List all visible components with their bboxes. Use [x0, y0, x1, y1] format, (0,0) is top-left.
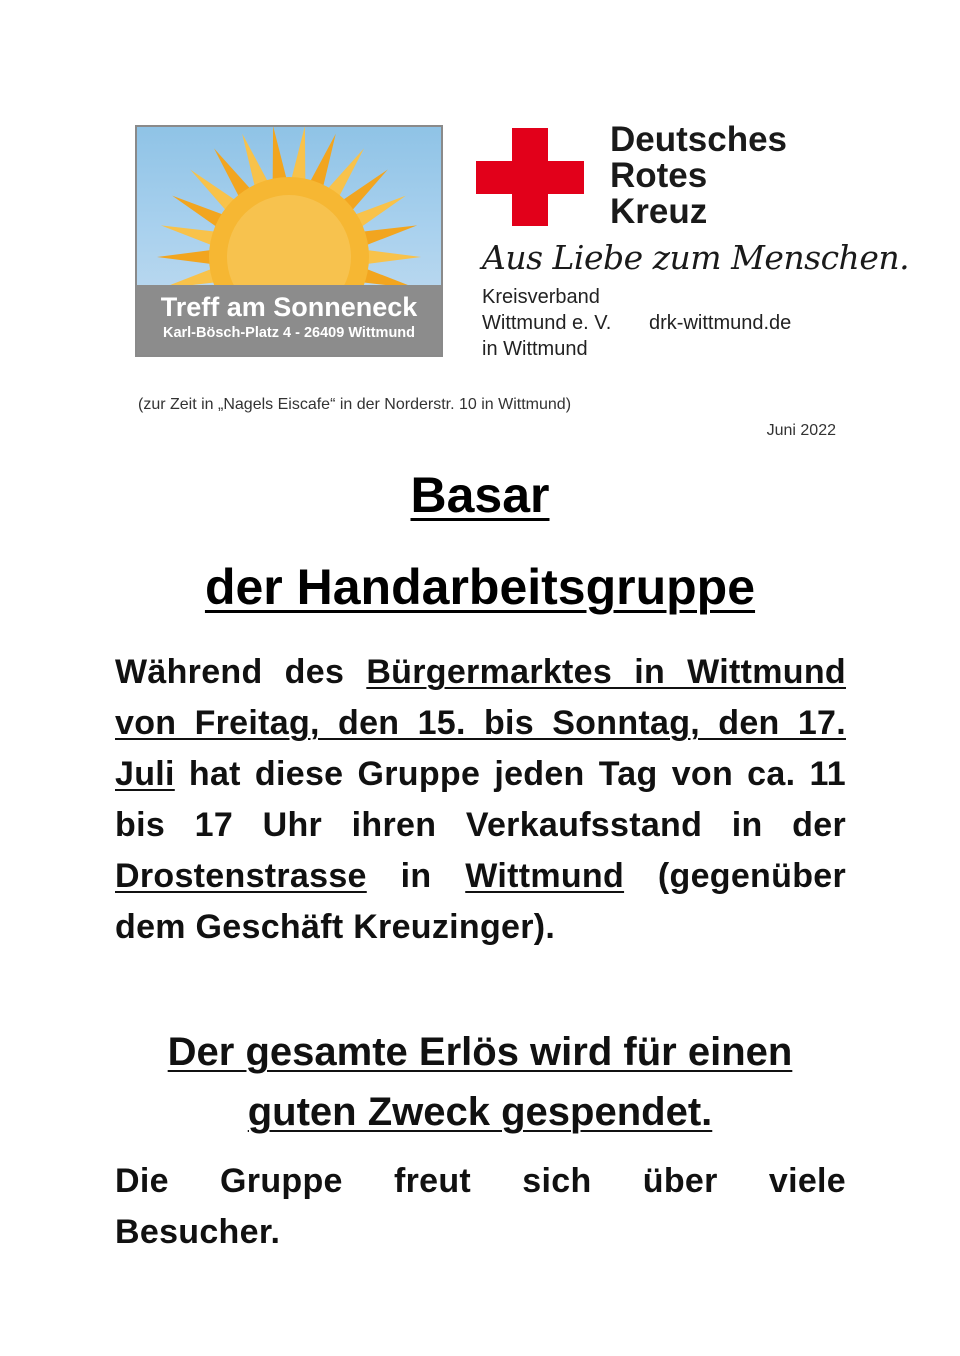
sun-logo-address: Karl-Bösch-Platz 4 - 26409 Wittmund — [162, 325, 416, 341]
sun-ray — [355, 196, 406, 227]
drk-name-line: Deutsches — [610, 120, 788, 159]
sun-ray — [310, 134, 336, 187]
sun-ray — [157, 250, 211, 264]
document-date: Juni 2022 — [766, 422, 836, 439]
closing-text — [115, 1156, 846, 1258]
red-cross-icon — [476, 128, 584, 226]
sun-logo-caption — [137, 285, 441, 355]
body-dates-underlined: Bürgermarktes in Wittmund von Freitag, den 15. bis Sonntag, den 17. Juli — [115, 653, 846, 793]
sun-ray — [291, 127, 305, 181]
sun-ray — [161, 225, 215, 245]
title-line-2: der Handarbeitsgruppe — [204, 559, 756, 615]
closing-line-1: Die Gruppe freut sich über viele — [115, 1162, 846, 1200]
donation-line-2: guten Zweck gespendet. — [247, 1090, 713, 1134]
drk-website: drk-wittmund.de — [649, 312, 792, 334]
body-text-part: (gegenüber dem Geschäft Kreuzinger). — [115, 857, 847, 946]
drk-name — [610, 122, 787, 230]
sun-ray — [172, 196, 223, 227]
location-note: (zur Zeit in „Nagels Eiscafe“ in der Norderstr. 10 in Wittmund) — [138, 396, 572, 413]
donation-statement — [0, 1022, 960, 1142]
sun-ray — [367, 250, 421, 264]
title-line-1: Basar — [410, 467, 550, 523]
drk-address-line: Wittmund e. V. — [482, 312, 612, 334]
drk-name-line: Kreuz — [610, 192, 708, 231]
sun-logo-title: Treff am Sonneneck — [160, 292, 418, 322]
body-text-part: Während des — [115, 653, 367, 691]
body-text-part: hat diese Gruppe jeden Tag von ca. 11 bis 17 Uhr ihren Verkaufsstand in der — [115, 755, 846, 844]
drk-address-line: Kreisverband — [482, 286, 600, 308]
treff-am-sonneneck-logo — [135, 125, 443, 357]
sun-ray — [242, 134, 268, 187]
closing-line-2: Besucher. — [115, 1213, 281, 1251]
body-text-part: in — [366, 857, 466, 895]
drk-address — [482, 284, 611, 362]
sun-ray — [273, 127, 287, 181]
drk-name-line: Rotes — [610, 156, 708, 195]
page-title — [0, 466, 960, 524]
drk-address-line: in Wittmund — [482, 338, 588, 360]
body-street-underlined: Drostenstrasse — [115, 857, 367, 895]
sun-ray — [363, 225, 417, 245]
announcement-body — [115, 647, 846, 953]
donation-line-1: Der gesamte Erlös wird für einen — [167, 1030, 793, 1074]
page-subtitle — [0, 558, 960, 616]
drk-slogan: Aus Liebe zum Menschen. — [482, 238, 910, 277]
body-town-underlined: Wittmund — [465, 857, 625, 895]
